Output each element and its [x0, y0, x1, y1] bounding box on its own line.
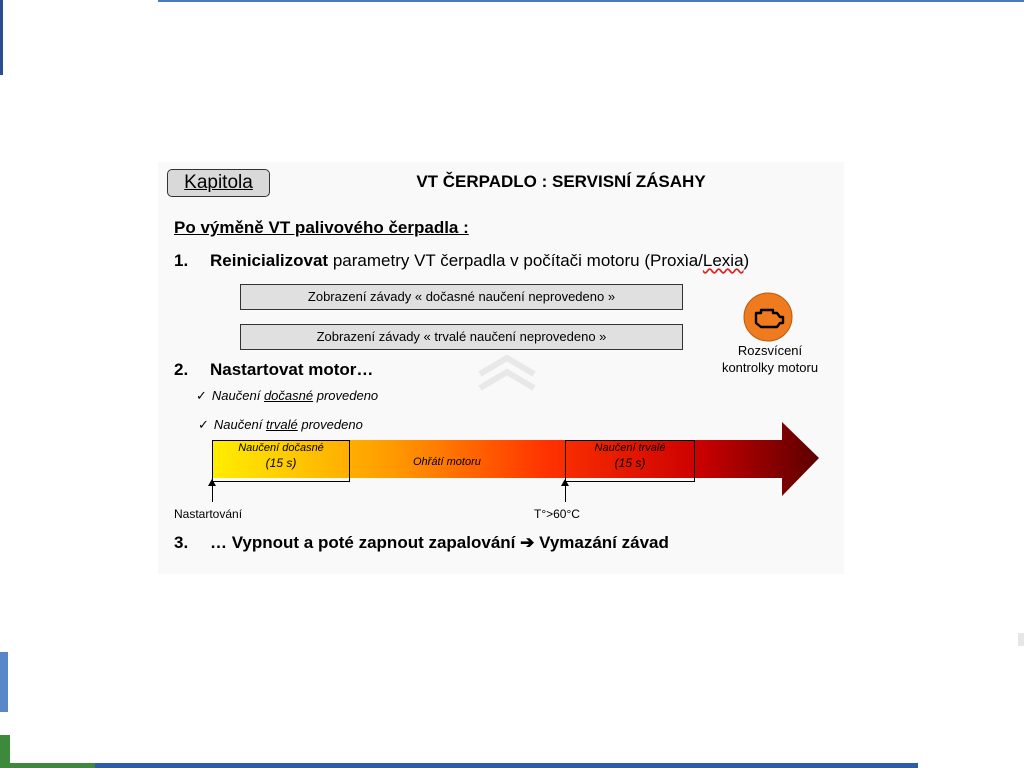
step-action: Reinicializovat [210, 251, 329, 270]
checkmark-icon: ✓ [198, 417, 209, 432]
step-1 [174, 251, 749, 271]
step-3 [174, 533, 669, 553]
temperature-marker [565, 480, 566, 502]
start-marker [212, 480, 213, 502]
slide-title: VT ČERPADLO : SERVISNÍ ZÁSAHY [416, 172, 706, 191]
warmup-segment-label: Ohřátí motoru [413, 456, 481, 468]
slide [158, 162, 844, 574]
start-button-fragment[interactable] [0, 735, 10, 768]
left-window-edge [0, 0, 3, 75]
chapter-button[interactable]: Kapitola [167, 169, 270, 197]
step-number: 3. [174, 533, 189, 552]
step-number: 2. [174, 360, 189, 379]
temporary-learning-segment: Naučení dočasné (15 s) [212, 440, 350, 482]
permanent-learning-segment: Naučení trvalé (15 s) [565, 440, 695, 482]
step-2 [174, 360, 373, 380]
step-text: … Vypnout a poté zapnout zapalování [210, 533, 516, 552]
fault-message-permanent: Zobrazení závady « trvalé naučení neprovedeno » [240, 324, 683, 350]
right-arrow-icon: ➔ [520, 533, 535, 552]
step-number: 1. [174, 251, 189, 270]
step-text: parametry VT čerpadla v počítači motoru (Proxia/ [328, 251, 703, 270]
temperature-label: T°>60°C [534, 507, 580, 521]
left-taskbar-fragment [0, 652, 8, 712]
step-text-lexia: Lexia [702, 251, 744, 270]
taskbar [10, 763, 918, 768]
checkmark-icon: ✓ [196, 388, 207, 403]
window-top-border [158, 0, 1024, 2]
check-permanent: ✓ Naučení trvalé provedeno [198, 417, 363, 432]
check-temporary: ✓ Naučení dočasné provedeno [196, 388, 379, 403]
slide-subtitle: Po výměně VT palivového čerpadla : [174, 218, 469, 237]
step-result: Vymazání závad [539, 533, 669, 552]
step-text: Nastartovat motor… [210, 360, 374, 379]
fault-message-temporary: Zobrazení závady « dočasné naučení neprovedeno » [240, 284, 683, 310]
scrollbar-fragment[interactable] [1018, 633, 1024, 646]
start-label: Nastartování [174, 507, 243, 521]
engine-light-label: Rozsvícení kontrolky motoru [721, 343, 819, 375]
engine-warning-icon [743, 292, 793, 342]
citroen-chevrons-watermark [476, 350, 538, 394]
step-text-end: ) [743, 251, 750, 270]
